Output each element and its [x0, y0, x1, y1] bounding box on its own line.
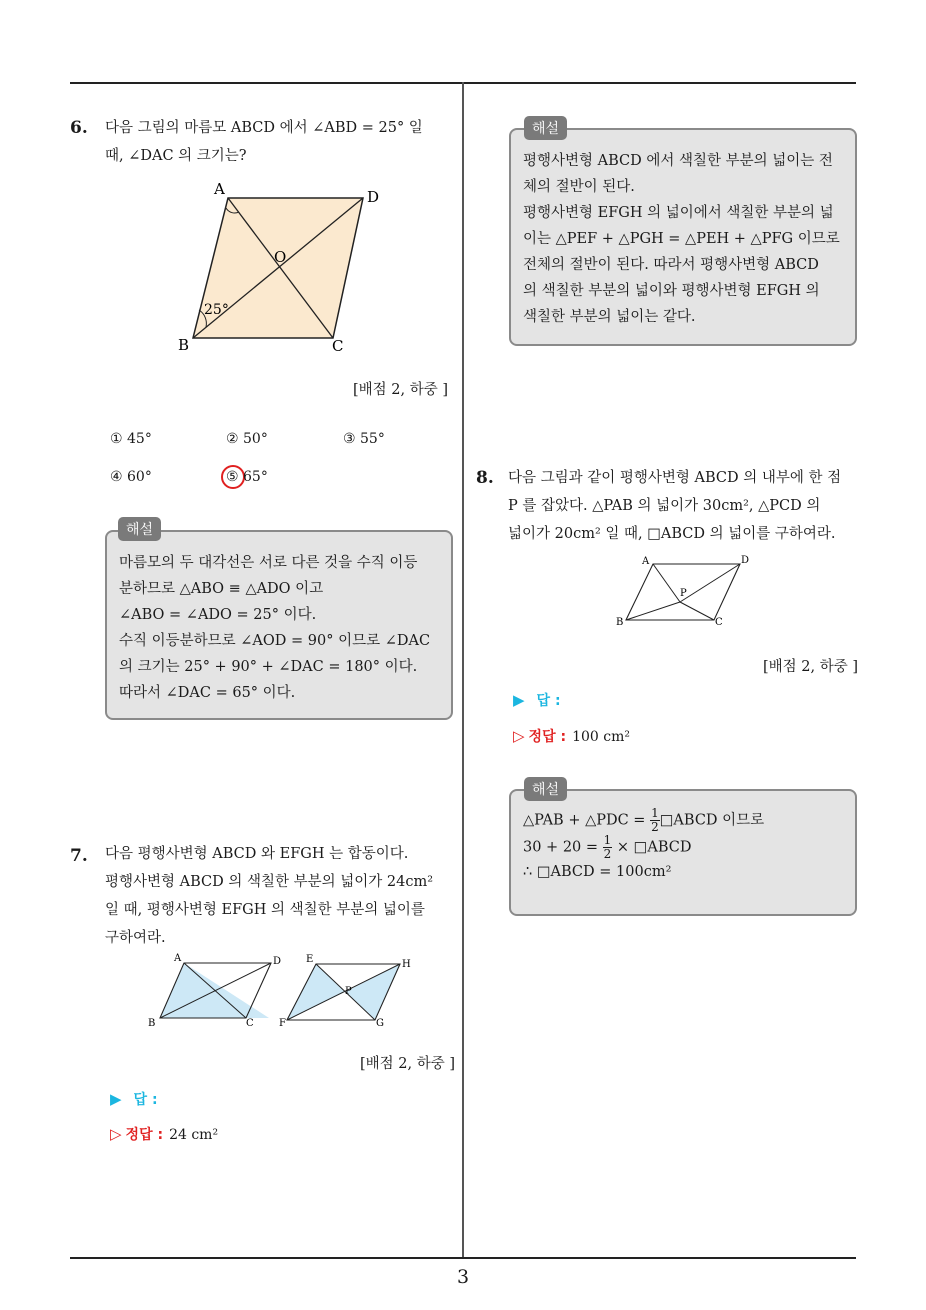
choice-value: 65° [243, 469, 268, 485]
q6-text-line1: 다음 그림의 마름모 ABCD 에서 ∠ABD = 25° 일 [105, 120, 423, 136]
q8-correct-row [513, 726, 630, 746]
q7-text-line: 평행사변형 ABCD 의 색칠한 부분의 넓이가 24cm² [105, 874, 434, 890]
page-number: 3 [456, 1266, 470, 1288]
solution-line: 체의 절반이 된다. [523, 179, 635, 195]
q6-choice-2[interactable] [226, 431, 268, 447]
choice-mark: ③ [343, 431, 356, 447]
q7-solution-tag: 해설 [524, 116, 567, 140]
q8-score: [배점 2, 하중 ] [762, 659, 858, 675]
label-f: F [279, 1018, 286, 1029]
choice-mark: ⑤ [226, 469, 239, 485]
label-d: D [273, 956, 282, 967]
column-divider [462, 82, 464, 1257]
solution-line: ∠ABO = ∠ADO = 25° 이다. [119, 607, 317, 623]
q6-choice-1[interactable] [110, 431, 152, 447]
correct-value: 24 cm² [169, 1127, 219, 1143]
choice-value: 45° [127, 431, 152, 447]
q7-solution-box [509, 128, 857, 346]
solution-line-2 [523, 834, 853, 861]
answer-label: 답 : [133, 1092, 158, 1108]
solution-line-3: ∴ □ABCD = 100cm² [523, 864, 672, 880]
fraction-numerator: 1 [603, 833, 612, 847]
solution-line: 전체의 절반이 된다. 따라서 평행사변형 ABCD [523, 257, 819, 273]
outline-triangle-icon: ▷ [110, 1125, 122, 1143]
q8-text [508, 464, 858, 548]
q6-choice-5[interactable] [226, 469, 268, 485]
q6-solution-tag: 해설 [118, 517, 161, 541]
q8-answer-row [513, 690, 561, 710]
q6-score: [배점 2, 하중 ] [352, 382, 448, 398]
label-o: O [274, 248, 287, 266]
q7-solution-text [523, 148, 853, 330]
q8-text-line: 다음 그림과 같이 평행사변형 ABCD 의 내부에 한 점 [508, 470, 842, 486]
solution-expr: □ABCD 이므로 [659, 812, 765, 829]
label-c: C [332, 337, 344, 355]
bottom-rule [70, 1257, 856, 1259]
fraction-denominator: 2 [603, 847, 612, 861]
fraction-denominator: 2 [651, 820, 659, 834]
q8-text-line: 넓이가 20cm² 일 때, □ABCD 의 넓이를 구하여라. [508, 526, 836, 542]
solution-line: 색칠한 부분의 넓이는 같다. [523, 309, 696, 325]
choice-value: 50° [243, 431, 268, 447]
q6-rhombus-figure [170, 178, 390, 358]
label-a: A [174, 953, 182, 964]
solution-expr: × □ABCD [616, 839, 692, 856]
fraction-one-half [603, 834, 613, 861]
correct-label: 정답 : [125, 1127, 164, 1143]
label-d: D [741, 555, 750, 566]
solution-line: 이는 △PEF + △PGH = △PEH + △PFG 이므로 [523, 231, 840, 247]
label-a: A [642, 556, 650, 567]
q8-parallelogram-figure [610, 550, 760, 630]
q7-text-line: 다음 평행사변형 ABCD 와 EFGH 는 합동이다. [105, 846, 409, 862]
label-c: C [715, 617, 723, 628]
q6-solution-text [119, 550, 449, 706]
segment-cp [680, 602, 714, 620]
q7-score: [배점 2, 하중 ] [359, 1056, 455, 1072]
correct-value: 100 cm² [572, 729, 630, 745]
label-b: B [616, 617, 624, 628]
choice-value: 60° [127, 469, 152, 485]
solution-line: 마름모의 두 대각선은 서로 다른 것을 수직 이등 [119, 555, 418, 571]
solution-expr: △PAB + △PDC = [523, 812, 646, 829]
solution-line: 평행사변형 ABCD 에서 색칠한 부분의 넓이는 전 [523, 153, 833, 169]
solution-line: 분하므로 △ABO ≡ △ADO 이고 [119, 581, 324, 597]
label-b: B [148, 1018, 156, 1029]
label-p: P [345, 986, 352, 997]
q8-number: 8. [476, 468, 494, 488]
q6-text [105, 114, 450, 170]
solution-line: 의 크기는 25° + 90° + ∠DAC = 180° 이다. [119, 659, 418, 675]
q8-solution-tag: 해설 [524, 777, 567, 801]
segment-bp [626, 602, 680, 620]
q7-parallelograms-figure [140, 952, 420, 1032]
q7-number: 7. [70, 846, 88, 866]
label-p: P [680, 588, 687, 599]
angle-label: 25° [204, 302, 229, 318]
solution-expr: 30 + 20 = [523, 839, 599, 856]
q6-number: 6. [70, 118, 88, 138]
q7-correct-row [110, 1124, 218, 1144]
q8-text-line: P 를 잡았다. △PAB 의 넓이가 30cm², △PCD 의 [508, 498, 821, 514]
q7-answer-row [110, 1089, 158, 1109]
q6-choice-4[interactable] [110, 469, 152, 485]
solution-line: 따라서 ∠DAC = 65° 이다. [119, 685, 296, 701]
choice-mark: ① [110, 431, 123, 447]
q7-text [105, 840, 455, 952]
outline-triangle-icon: ▷ [513, 727, 525, 745]
label-b: B [178, 336, 190, 354]
choice-mark: ② [226, 431, 239, 447]
fraction-one-half [650, 807, 660, 834]
play-triangle-icon: ▶ [110, 1090, 122, 1108]
q6-solution-box [105, 530, 453, 720]
fraction-numerator: 1 [651, 806, 659, 820]
choice-mark: ④ [110, 469, 123, 485]
correct-label: 정답 : [528, 729, 567, 745]
q7-text-line: 구하여라. [105, 930, 166, 946]
label-g: G [376, 1018, 384, 1029]
label-a: A [214, 180, 225, 198]
solution-line-1 [523, 807, 853, 834]
label-e: E [306, 954, 314, 965]
q6-text-line2: 때, ∠DAC 의 크기는? [105, 148, 247, 164]
label-d: D [367, 188, 380, 206]
solution-line: 평행사변형 EFGH 의 넓이에서 색칠한 부분의 넓 [523, 205, 834, 221]
solution-line: 수직 이등분하므로 ∠AOD = 90° 이므로 ∠DAC [119, 633, 431, 649]
label-h: H [402, 959, 411, 970]
q7-text-line: 일 때, 평행사변형 EFGH 의 색칠한 부분의 넓이를 [105, 902, 425, 918]
q6-choice-3[interactable] [343, 431, 385, 447]
play-triangle-icon: ▶ [513, 691, 525, 709]
answer-label: 답 : [536, 693, 561, 709]
q8-solution-text [523, 807, 853, 883]
efgh-shaded-left [287, 964, 345, 1020]
efgh-shaded-right [345, 964, 400, 1020]
q8-solution-box [509, 789, 857, 916]
label-c: C [246, 1018, 254, 1029]
solution-line: 의 색칠한 부분의 넓이와 평행사변형 EFGH 의 [523, 283, 820, 299]
choice-value: 55° [360, 431, 385, 447]
segment-ap [653, 564, 680, 602]
